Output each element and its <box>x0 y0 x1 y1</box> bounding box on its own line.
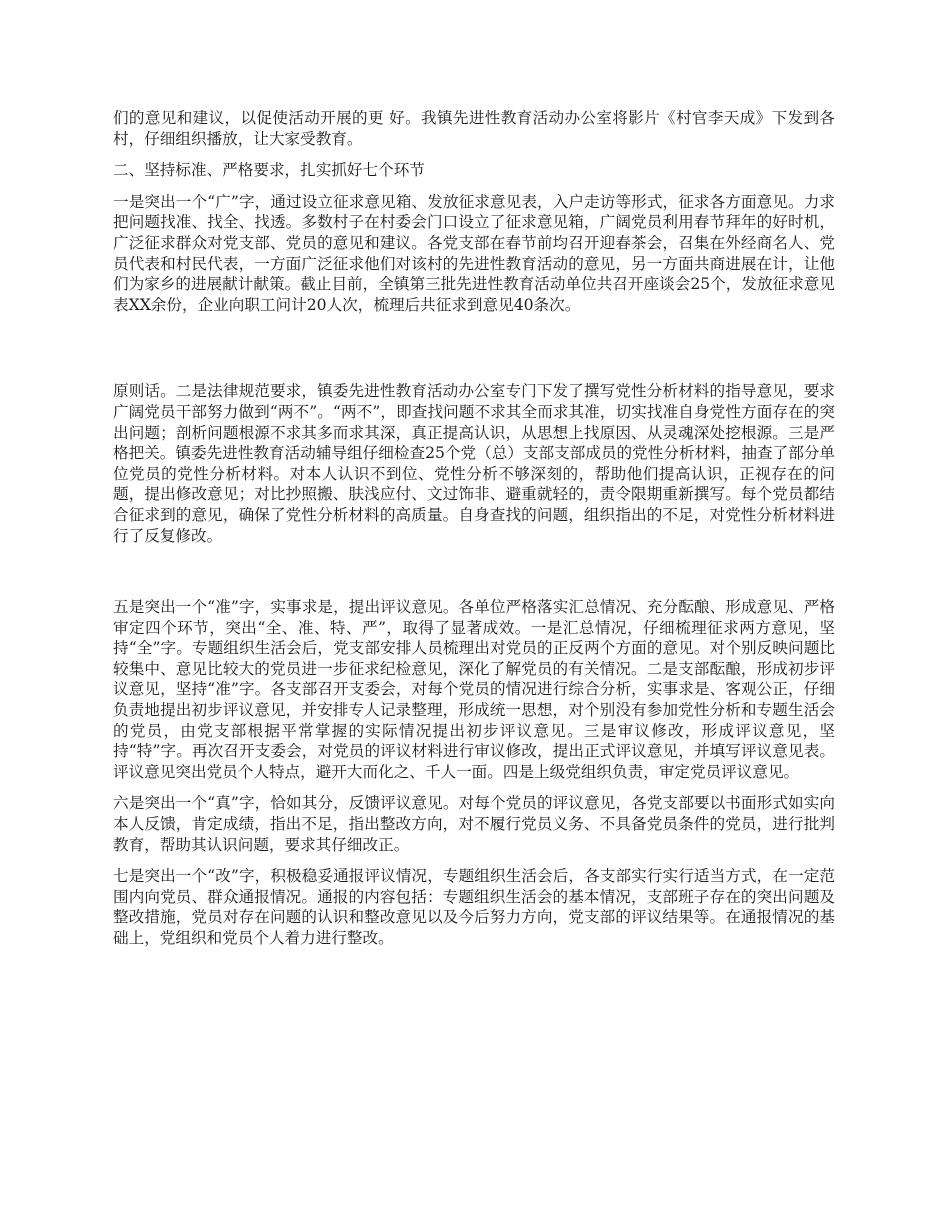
section-heading: 二、坚持标准、严格要求，扎实抓好七个环节 <box>113 161 425 180</box>
document-body <box>113 108 835 960</box>
paragraph-principles: 原则话。二是法律规范要求，镇委先进性教育活动办公室专门下发了撰写党性分析材料的指导意见，要求广阔党员干部努力做到“两不”。“两不”，即查找问题不求其全而求其准，切实找准自身党性方面存在的突出问题；剖析问题根源不求其多而求其深，真正提高认识，从思想上找原因、从灵魂深处挖根源。三是严格把关。镇委先进性教育活动辅导组仔细检查25个党（总）支部支部成员的党性分析材料，抽查了部分单位党员的党性分析材料。对本人认识不到位、党性分析不够深刻的，帮助他们提高认识，正视存在的问题，提出修改意见；对比抄照搬、肤浅应付、文过饰非、避重就轻的，责令限期重新撰写。每个党员都结合征求到的意见，确保了党性分析材料的高质量。自身查找的问题，组织指出的不足，对党性分析材料进行了反复修改。 <box>113 382 835 545</box>
spacer <box>113 557 835 597</box>
paragraph-item-7: 七是突出一个“改”字，积极稳妥通报评议情况，专题组织生活会后，各支部实行实行适当方式，在一定范围内向党员、群众通报情况。通报的内容包括：专题组织生活会的基本情况，支部班子存在的突出问题及整改措施，党员对存在问题的认识和整改意见以及今后努力方向，党支部的评议结果等。在通报情况的基础上，党组织和党员个人着力进行整改。 <box>113 867 835 947</box>
paragraph-intro: 们的意见和建议，以促使活动开展的更 好。我镇先进性教育活动办公室将影片《村官李天成》下发到各村，仔细组织播放，让大家受教育。 <box>113 109 835 148</box>
paragraph-item-1: 一是突出一个“广”字，通过设立征求意见箱、发放征求意见表，入户走访等形式，征求各方面意见。力求把问题找准、找全、找透。多数村子在村委会门口设立了征求意见箱，广阔党员利用春节拜年的好时机，广泛征求群众对党支部、党员的意见和建议。各党支部在春节前均召开迎春茶会，召集在外经商名人、党员代表和村民代表，一方面广泛征求他们对该村的先进性教育活动的意见，另一方面共商进展在计，让他们为家乡的进展献计献策。截止目前，全镇第三批先进性教育活动单位共召开座谈会25个，发放征求意见表XX余份，企业向职工问计20人次，梳理后共征求到意见40条次。 <box>113 192 835 314</box>
paragraph-item-5: 五是突出一个“准”字，实事求是，提出评议意见。各单位严格落实汇总情况、充分酝酿、形成意见、严格审定四个环节，突出“全、准、特、严”，取得了显著成效。一是汇总情况，仔细梳理征求两方意见，坚持“全”字。专题组织生活会后，党支部安排人员梳理出对党员的正反两个方面的意见。对个别反映问题比较集中、意见比较大的党员进一步征求纪检意见，深化了解党员的有关情况。二是支部酝酿，形成初步评议意见，坚持“准”字。各支部召开支委会，对每个党员的情况进行综合分析，实事求是、客观公正，仔细负责地提出初步评议意见，并安排专人记录整理，形成统一思想，对个别没有参加党性分析和专题生活会的党员，由党支部根据平常掌握的实际情况提出初步评议意见。三是审议修改，形成评议意见，坚持“特”字。再次召开支委会，对党员的评议材料进行审议修改，提出正式评议意见，并填写评议意见表。评议意见突出党员个人特点，避开大而化之、千人一面。四是上级党组织负责，审定党员评议意见。 <box>113 598 835 781</box>
paragraph-item-6: 六是突出一个“真”字，恰如其分，反馈评议意见。对每个党员的评议意见，各党支部要以书面形式如实向本人反馈，肯定成绩，指出不足，指出整改方向，对不履行党员义务、不具备党员条件的党员，进行批判教育，帮助其认识问题，要求其仔细改正。 <box>113 794 835 854</box>
spacer <box>113 326 835 381</box>
